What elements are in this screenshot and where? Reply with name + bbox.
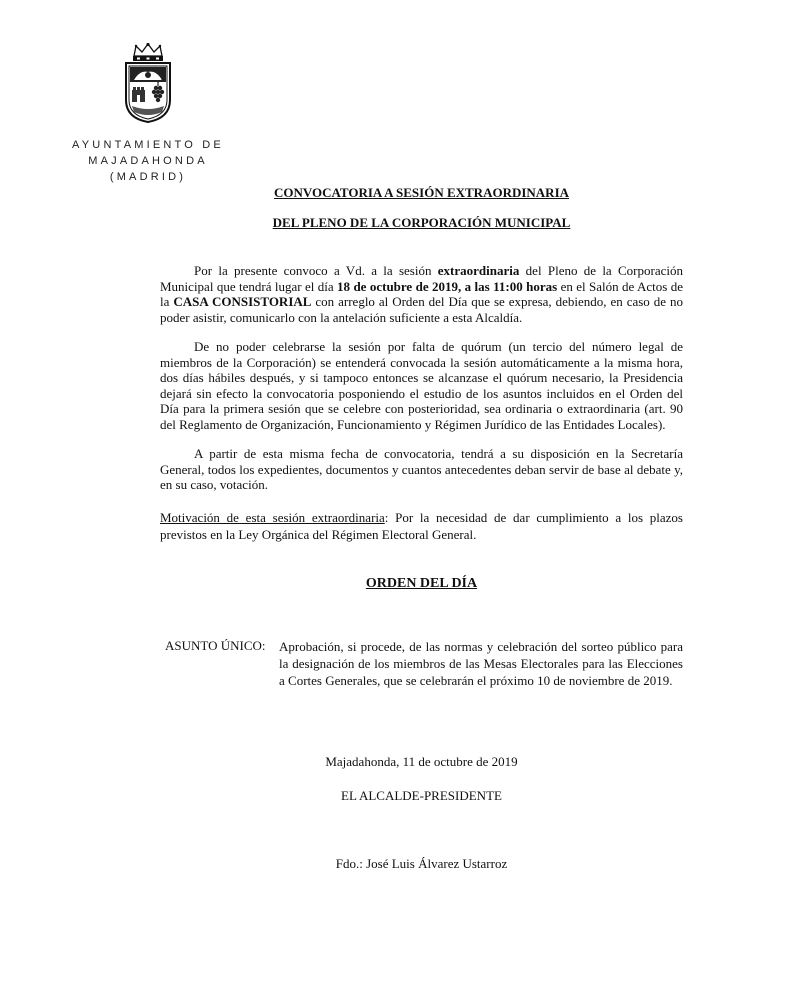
p1-session-date: 18 de octubre de 2019, a las 11:00 horas: [337, 278, 558, 294]
signer-title: EL ALCALDE-PRESIDENTE: [341, 788, 502, 803]
p1-text-a: Por la presente convoco a Vd. a la sesión: [194, 263, 438, 278]
p1-text-c: del Pleno de la Corporación Municipal que tendrá lugar el día: [160, 263, 683, 294]
paragraph-quorum: De no poder celebrarse la sesión por falta de quórum (un tercio del número legal de miembros de la Corporación) se entenderá convocada la sesión automáticamente a la misma hora, dos días hábiles después, y si tampoco entonces se alcanzase el quórum necesario, la Presidencia dejará sin efecto la convocatoria posponiendo el estudio de los asuntos incluidos en el Orden del Día para la primera sesión que se celebre con posterioridad, sea ordinaria o extraordinaria (art. 90 del Reglamento de Organización, Funcionamiento y Régimen Jurídico de las Entidades Locales).: [160, 339, 683, 432]
p1-text-g: con arreglo al Orden del Día que se expresa, debiendo, en caso de no poder asistir, comunicarlo con la antelación suficiente a esta Alcaldía.: [160, 294, 683, 325]
document-title-line-1: CONVOCATORIA A SESIÓN EXTRAORDINARIA: [273, 185, 570, 200]
document-title-line-2: DEL PLENO DE LA CORPORACIÓN MUNICIPAL: [272, 215, 571, 230]
paragraph-convocation: [160, 263, 683, 325]
motivation-label: Motivación de esta sesión extraordinaria: [160, 510, 385, 525]
org-line-2: MAJADAHONDA: [88, 155, 208, 167]
p1-text-e: en el Salón de Actos de la: [160, 278, 683, 310]
p1-session-type: extraordinaria: [437, 263, 520, 278]
agenda-item-text: Aprobación, si procede, de las normas y celebración del sorteo público para la designación de los miembros de las Mesas Electorales para las Elecciones a Cortes Generales, que se celebrarán el próximo 10 de noviembre de 2019.: [279, 639, 683, 688]
municipal-coat-of-arms-icon: [120, 42, 176, 124]
motivation-text: : Por la necesidad de dar cumplimiento a los plazos previstos en la Ley Orgánica del Régimen Electoral General.: [160, 510, 683, 542]
signature-line: Fdo.: José Luis Álvarez Ustarroz: [335, 856, 508, 871]
agenda-item-label: ASUNTO ÚNICO:: [165, 638, 266, 653]
agenda-heading: ORDEN DEL DÍA: [365, 576, 478, 591]
paragraph-motivation: [160, 509, 683, 543]
place-and-date: Majadahonda, 11 de octubre de 2019: [325, 754, 518, 769]
p1-venue: CASA CONSISTORIAL: [173, 294, 312, 310]
org-line-1: AYUNTAMIENTO DE: [72, 139, 224, 151]
org-line-3: (MADRID): [109, 171, 187, 183]
organization-name: [60, 137, 236, 185]
paragraph-documents: A partir de esta misma fecha de convocatoria, tendrá a su disposición en la Secretaría General, todos los expedientes, documentos y cuantos antecedentes deban servir de base al debate y, en su caso, votación.: [160, 446, 683, 493]
